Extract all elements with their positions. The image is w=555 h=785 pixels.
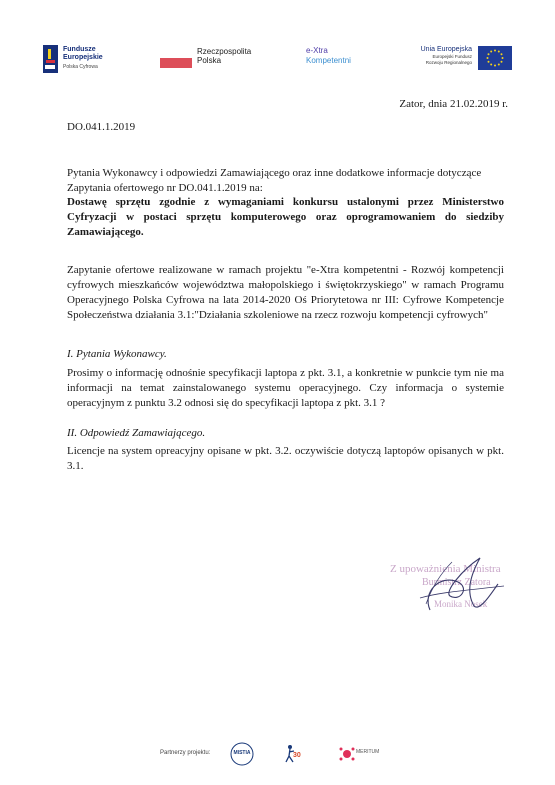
question-text: Prosimy o informację odnośnie specyfikacji laptopa z pkt. 3.1, a konkretnie w punkcie tym nie ma informacji na temat zainstalowanego systemu operacyjnego. Czy informacja o systemie operacyjnym z punktu 3.2 odnosi się do specyfikacji laptopa z pkt. 3.1 ?	[67, 367, 504, 409]
fundusze-line1: Fundusze	[63, 46, 96, 53]
stamp-line1: Z upoważnienia Ministra	[390, 563, 501, 575]
meritum-dots-icon	[338, 744, 356, 764]
mistia-text: MISTIA	[233, 750, 251, 756]
fundusze-line2: Europejskie	[63, 54, 103, 61]
fundusze-europejskie-icon	[43, 45, 58, 73]
partners-label: Partnerzy projektu:	[160, 750, 211, 756]
section-heading-questions: I. Pytania Wykonawcy.	[67, 348, 167, 360]
ue-line2: Europejski Fundusz	[432, 54, 472, 59]
rp-line1: Rzeczpospolita	[197, 47, 252, 56]
footer-partners	[150, 742, 410, 768]
stamp-line2: Burmistrz Zatora	[422, 577, 491, 588]
subject-text: Dostawę sprzętu zgodnie z wymaganiami konkursu ustalonymi przez Ministerstwo Cyfryzacji w postaci sprzętu komputerowego oraz oprogramowaniem do siedziby Zamawiającego.	[67, 196, 504, 238]
project-paragraph: Zapytanie ofertowe realizowane w ramach projektu "e-Xtra kompetentni - Rozwój kompetencji cyfrowych mieszkańców województwa małopolskiego i świętokrzyskiego" w ramach Programu Operacyjnego Polska Cyfrowa na lata 2014-2020 Oś Priorytetowa nr III: Cyfrowe Kompetencje Społeczeństwa działania 3.1:"Działania szkoleniowe na rzecz rozwoju kompetencji cyfrowych"	[67, 264, 504, 321]
stamp-line3: Monika Nosek	[434, 599, 488, 609]
meritum-text: MERITUM	[356, 749, 380, 755]
section-heading-answer: II. Odpowiedź Zamawiającego.	[67, 427, 206, 439]
logo-30-text: 30	[293, 752, 301, 759]
rzeczpospolita-polska-logo	[160, 44, 255, 78]
document-reference: DO.041.1.2019	[67, 121, 136, 133]
mistia-logo	[230, 742, 254, 766]
header-logo-bar	[0, 44, 555, 78]
ue-line3: Rozwoju Regionalnego	[425, 60, 472, 65]
intro-text: Pytania Wykonawcy i odpowiedzi Zamawiającego oraz inne dodatkowe informacje dotyczące Zapytania ofertowego nr DO.041.1.2019 na:	[67, 167, 482, 194]
polish-flag-icon	[160, 58, 192, 68]
fundusze-europejskie-logo	[43, 44, 123, 78]
answer-text: Licencje na system opreacyjny opisane w pkt. 3.2. oczywiście dotyczą laptopów opisanych w pkt. 3.1.	[67, 445, 504, 472]
fundusze-line3: Polska Cyfrowa	[63, 64, 98, 70]
extra-line2: Kompetentni	[306, 56, 351, 65]
eu-flag-icon	[478, 46, 512, 70]
meritum-logo	[338, 744, 398, 764]
extra-line1: e-Xtra	[306, 46, 328, 55]
unia-europejska-logo	[412, 44, 512, 78]
ue-line1: Unia Europejska	[420, 46, 472, 53]
e-xtra-kompetentni-logo	[306, 44, 386, 78]
logo-30	[285, 744, 309, 764]
handwritten-signature	[400, 552, 510, 617]
rp-line2: Polska	[197, 56, 222, 65]
document-date: Zator, dnia 21.02.2019 r.	[399, 98, 508, 110]
